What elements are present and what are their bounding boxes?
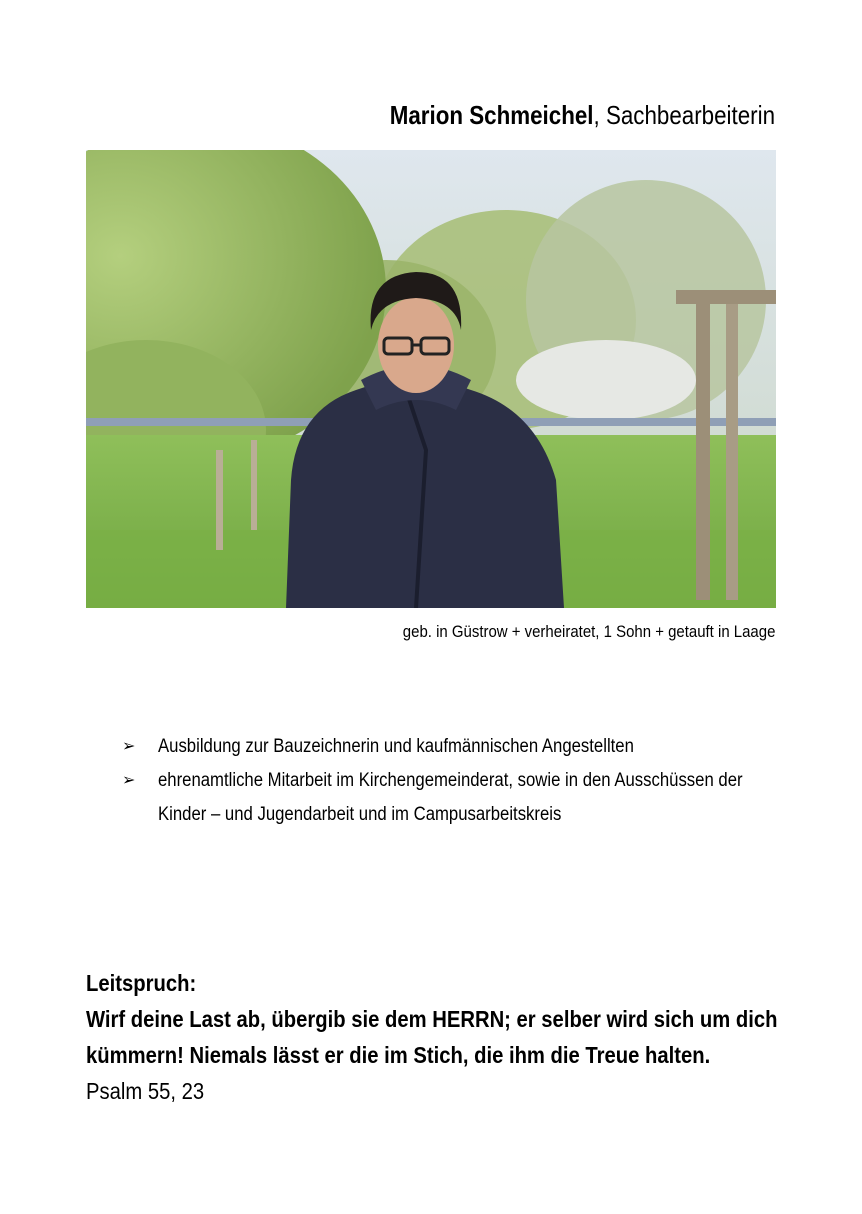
arrow-bullet-icon: ➢ <box>122 772 136 789</box>
arrow-bullet-icon: ➢ <box>122 738 136 755</box>
list-item <box>122 730 782 764</box>
motto-verse-line-1: Wirf deine Last ab, übergib sie dem HERRN; er selber wird sich um dich <box>86 1006 778 1032</box>
motto-label: Leitspruch: <box>86 970 197 996</box>
page-title <box>390 100 775 131</box>
motto-verse-line-2: kümmern! Niemals lässt er die im Stich, die ihm die Treue halten. <box>86 1042 711 1068</box>
list-item-text: Ausbildung zur Bauzeichnerin und kaufmännischen Angestellten <box>158 736 634 757</box>
motto-block <box>86 965 806 1109</box>
personal-details-caption: geb. in Güstrow + verheiratet, 1 Sohn + getauft in Laage <box>402 622 775 641</box>
list-item-text-continued: Kinder – und Jugendarbeit und im Campusarbeitskreis <box>158 804 562 825</box>
person-role: Sachbearbeiterin <box>599 100 775 130</box>
qualifications-list <box>122 730 782 832</box>
title-separator: , <box>593 100 600 130</box>
motto-reference: Psalm 55, 23 <box>86 1078 205 1104</box>
list-item <box>122 764 782 832</box>
portrait-photo <box>86 150 776 608</box>
list-item-text: ehrenamtliche Mitarbeit im Kirchengemeinderat, sowie in den Ausschüssen der <box>158 770 743 791</box>
person-name: Marion Schmeichel <box>389 100 594 130</box>
